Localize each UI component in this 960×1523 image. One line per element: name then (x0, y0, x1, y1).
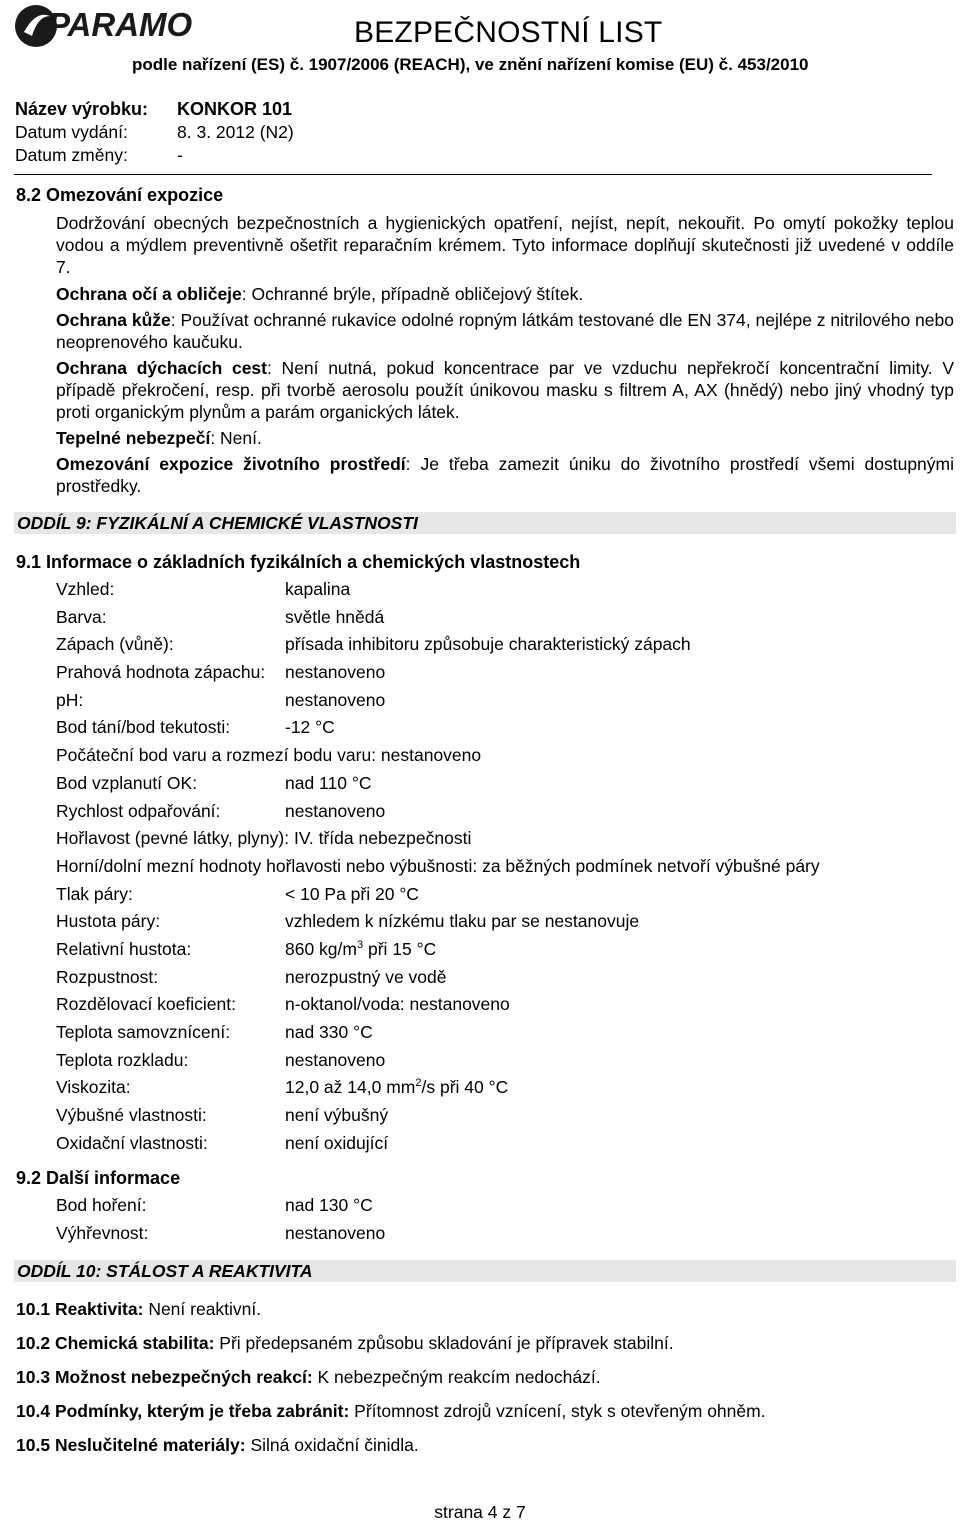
logo-wordmark: PARAMO (48, 6, 193, 43)
environment-exposure-label: Omezování expozice životního prostředí (56, 454, 406, 474)
reactivity-item-label: Podmínky, kterým je třeba zabránit: (54, 1401, 350, 1421)
property-value (285, 1220, 385, 1248)
issue-date-row (15, 121, 294, 144)
property-text: Počáteční bod varu a rozmezí bodu varu: nestanoveno (56, 745, 482, 766)
property-value (285, 1047, 385, 1075)
reactivity-item (16, 1435, 419, 1456)
property-value-text: nad 130 °C (285, 1195, 373, 1215)
reactivity-item-number: 10.5 (16, 1435, 51, 1455)
header-divider (14, 174, 932, 175)
property-value (285, 881, 419, 909)
change-date-value: - (177, 145, 183, 165)
respiratory-protection-text: : Není nutná, pokud koncentrace par ve vzduchu nepřekročí koncentrační limity. V případě překročení, resp. při tvorbě aerosolu použít únikovou masku s filtrem A, AX (hnědý) nebo jiný vhodný typ proti organickým plynům a parám organických látek. (56, 358, 954, 422)
eye-protection-label: Ochrana očí a obličeje (56, 284, 242, 304)
reactivity-item-text: Silná oxidační činidla. (245, 1435, 419, 1455)
property-value (285, 770, 371, 798)
environment-exposure-paragraph (56, 453, 954, 497)
property-value-text: 12,0 až 14,0 mm (285, 1077, 416, 1098)
paramo-logo (14, 2, 204, 50)
document-title: BEZPEČNOSTNÍ LIST (354, 16, 663, 49)
property-value-text: světle hnědá (285, 606, 385, 627)
reactivity-item-text: Při předepsaném způsobu skladování je přípravek stabilní. (214, 1333, 674, 1353)
reactivity-item (16, 1401, 766, 1422)
property-value (285, 1130, 388, 1158)
eye-protection-text: : Ochranné brýle, případně obličejový štítek. (241, 284, 584, 304)
property-value (285, 1102, 388, 1130)
respiratory-protection-label: Ochrana dýchacích cest (56, 358, 267, 378)
change-date-row (15, 144, 294, 167)
paramo-logo-mark (14, 2, 204, 50)
property-label: Vzhled: (56, 579, 115, 599)
thermal-hazard-label: Tepelné nebezpečí (56, 428, 211, 448)
exposure-general-paragraph: Dodržování obecných bezpečnostních a hygienických opatření, nejíst, nepít, nekouřit. Po omytí pokožky teplou vodou a mýdlem preventivně ošetřit reparačním krémem. Tyto informace doplňují skutečnosti již uvedené v oddíle 7. (56, 213, 954, 277)
product-meta (15, 98, 294, 167)
property-value-text: < 10 Pa při 20 °C (285, 883, 419, 904)
reactivity-item (16, 1299, 261, 1320)
reactivity-item-number: 10.2 (16, 1333, 51, 1353)
property-label: pH: (56, 689, 84, 710)
property-value (285, 1192, 373, 1220)
section-9-2-heading: 9.2 Další informace (16, 1168, 181, 1188)
section-9-title: ODDÍL 9: FYZIKÁLNÍ A CHEMICKÉ VLASTNOSTI (17, 513, 418, 533)
property-value-text: -12 °C (285, 717, 335, 738)
property-value-text: nestanoveno (285, 1049, 386, 1070)
property-label: Rychlost odpařování: (56, 800, 221, 821)
property-value-suffix: při 15 °C (363, 938, 437, 959)
skin-protection-paragraph (56, 309, 954, 353)
property-text: Horní/dolní mezní hodnoty hořlavosti nebo výbušnosti: za běžných podmínek netvoří výbušné páry (56, 855, 820, 876)
property-label: Bod vzplanutí OK: (56, 772, 198, 793)
reactivity-item-text: K nebezpečným reakcím nedochází. (312, 1367, 601, 1387)
section-8-2-heading: 8.2 Omezování expozice (16, 185, 224, 205)
property-value-text: nad 330 °C (285, 1022, 373, 1042)
property-label: Zápach (vůně): (56, 634, 174, 655)
eye-protection-paragraph (56, 283, 954, 305)
property-label: Relativní hustota: (56, 938, 192, 959)
property-value-suffix: /s při 40 °C (421, 1077, 509, 1098)
property-value (285, 991, 510, 1019)
reactivity-item-text: Přítomnost zdrojů vznícení, styk s otevřeným ohněm. (349, 1401, 766, 1421)
property-label: Rozdělovací koeficient: (56, 994, 236, 1015)
reactivity-item-label: Chemická stabilita: (54, 1333, 215, 1353)
property-value-superscript: 2 (415, 1077, 422, 1090)
property-label: Teplota samovznícení: (56, 1022, 231, 1042)
property-value-superscript: 3 (356, 939, 364, 952)
reactivity-item-text: Není reaktivní. (143, 1299, 262, 1319)
environment-exposure-text: : Je třeba zamezit úniku do životního prostředí všemi dostupnými prostředky. (56, 454, 954, 496)
property-label: Oxidační vlastnosti: (56, 1132, 208, 1153)
product-name-label: Název výrobku: (15, 99, 149, 119)
change-date-label: Datum změny: (15, 145, 128, 165)
reactivity-item-label: Možnost nebezpečných reakcí: (54, 1367, 313, 1387)
reactivity-item-label: Reaktivita: (54, 1299, 144, 1319)
property-label: Výbušné vlastnosti: (56, 1105, 207, 1126)
reactivity-item (16, 1367, 601, 1388)
reactivity-item (16, 1333, 674, 1354)
property-value (285, 798, 385, 826)
property-label: Viskozita: (56, 1077, 131, 1098)
reactivity-item-number: 10.3 (16, 1367, 51, 1387)
property-value-text: přísada inhibitoru způsobuje charakteristický zápach (285, 634, 691, 655)
property-value (285, 1074, 508, 1102)
property-value (285, 687, 385, 715)
property-label: Bod tání/bod tekutosti: (56, 717, 231, 738)
document-subtitle: podle nařízení (ES) č. 1907/2006 (REACH), ve znění nařízení komise (EU) č. 453/2010 (132, 55, 809, 74)
section-10-title: ODDÍL 10: STÁLOST A REAKTIVITA (17, 1261, 313, 1281)
property-value (285, 1019, 373, 1047)
section-9-bar (14, 512, 956, 534)
property-value (285, 714, 335, 742)
section-9-1-heading: 9.1 Informace o základních fyzikálních a chemických vlastnostech (16, 552, 581, 572)
property-value-text: nestanoveno (285, 662, 386, 683)
property-value-text: kapalina (285, 579, 351, 599)
respiratory-protection-paragraph (56, 357, 954, 423)
property-value-text: n-oktanol/voda: nestanoveno (285, 994, 510, 1015)
property-value (285, 604, 384, 632)
property-value (285, 964, 447, 992)
reactivity-item-number: 10.1 (16, 1299, 51, 1319)
property-label: Bod hoření: (56, 1195, 147, 1215)
property-value (285, 631, 691, 659)
property-value-text: nestanoveno (285, 689, 386, 710)
property-label: Teplota rozkladu: (56, 1049, 189, 1070)
property-value-text: nestanoveno (285, 1222, 386, 1243)
property-value-text: nad 110 °C (285, 772, 372, 793)
property-value-text: není oxidující (285, 1132, 389, 1153)
property-value-text: 860 kg/m (285, 938, 357, 959)
property-value (285, 936, 436, 964)
property-label: Prahová hodnota zápachu: (56, 662, 266, 683)
property-value-text: nestanoveno (285, 800, 386, 821)
property-label: Výhřevnost: (56, 1222, 149, 1243)
product-name-value: KONKOR 101 (177, 99, 293, 119)
issue-date-value: 8. 3. 2012 (N2) (177, 122, 294, 142)
skin-protection-text: : Používat ochranné rukavice odolné ropným látkám testované dle EN 374, nejlépe z nitrilového nebo neoprenového kaučuku. (56, 310, 954, 352)
property-value (285, 576, 350, 604)
property-value-text: nerozpustný ve vodě (285, 966, 447, 987)
reactivity-item-label: Neslučitelné materiály: (54, 1435, 246, 1455)
property-value (285, 908, 639, 936)
property-text: Hořlavost (pevné látky, plyny): IV. třída nebezpečnosti (56, 828, 472, 849)
property-value-text: není výbušný (285, 1105, 389, 1126)
reactivity-item-number: 10.4 (16, 1401, 51, 1421)
property-label: Barva: (56, 606, 107, 627)
property-value-text: vzhledem k nízkému tlaku par se nestanovuje (285, 911, 640, 932)
property-value (285, 659, 385, 687)
thermal-hazard-text: : Není. (210, 428, 262, 448)
product-name-row (15, 98, 294, 121)
property-label: Hustota páry: (56, 911, 161, 932)
property-label: Tlak páry: (56, 883, 133, 904)
thermal-hazard-paragraph (56, 427, 954, 449)
property-label: Rozpustnost: (56, 966, 159, 987)
section-10-bar (14, 1260, 956, 1282)
page-number: strana 4 z 7 (434, 1502, 526, 1522)
issue-date-label: Datum vydání: (15, 122, 128, 142)
skin-protection-label: Ochrana kůže (56, 310, 171, 330)
